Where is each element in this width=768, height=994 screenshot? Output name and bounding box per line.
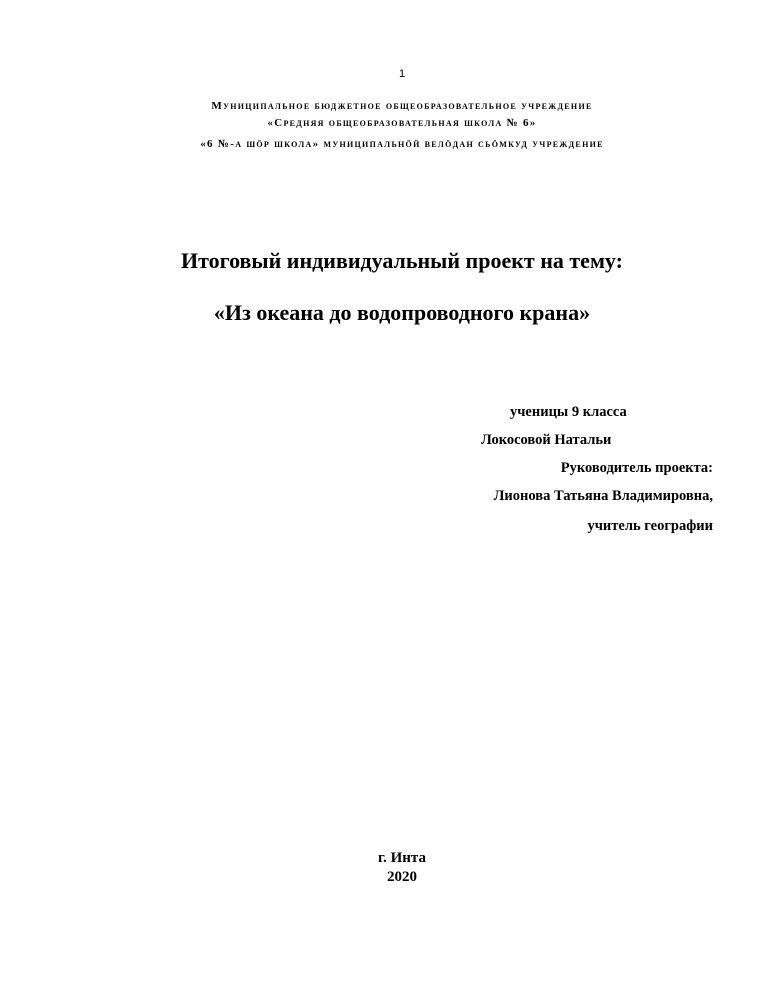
city: г. Инта — [378, 850, 426, 866]
year: 2020 — [387, 869, 417, 885]
institution-name-line2: «Средняя общеобразовательная школа № 6» — [267, 117, 537, 129]
project-title: «Из океана до водопроводного крана» — [213, 300, 591, 325]
institution-name-line1: Муниципальное бюджетное общеобразовательное учреждение — [211, 100, 593, 112]
institution-name-line3: «6 №-а шӧр школа» муниципальнӧй велӧдан сьӧмкуд учреждение — [200, 138, 604, 150]
supervisor-label: Руководитель проекта: — [560, 460, 713, 476]
supervisor-role: учитель географии — [587, 518, 713, 534]
author-class: ученицы 9 класса — [510, 404, 627, 420]
supervisor-name: Лионова Татьяна Владимировна, — [493, 488, 713, 504]
page-number: 1 — [398, 68, 406, 80]
author-name: Локосовой Натальи — [481, 432, 612, 448]
project-title-heading: Итоговый индивидуальный проект на тему: — [181, 248, 623, 273]
